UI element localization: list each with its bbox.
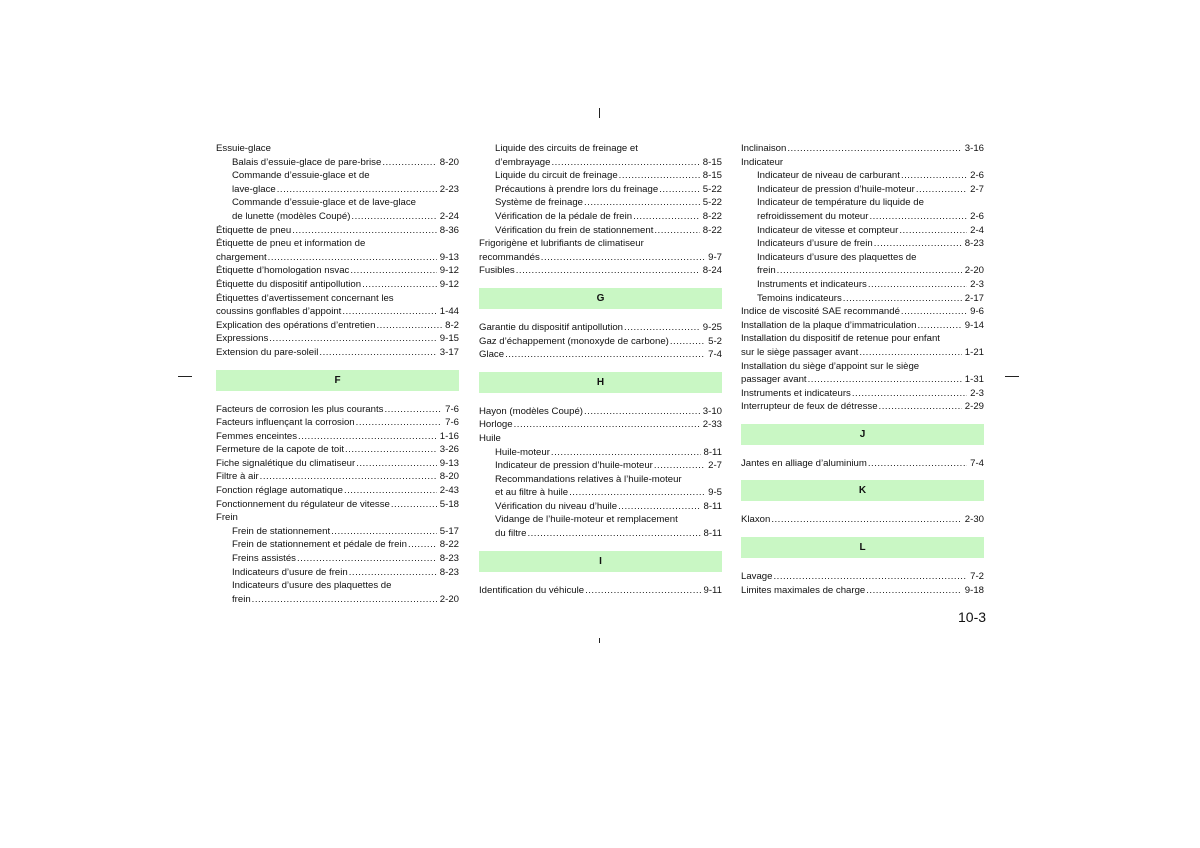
- index-entry: [479, 335, 722, 349]
- index-entry: [741, 360, 984, 387]
- entry-text: Temoins indicateurs: [757, 292, 842, 304]
- entry-text: Gaz d’échappement (monoxyde de carbone): [479, 335, 669, 347]
- entry-text: Système de freinage: [495, 197, 583, 209]
- index-subentry: [479, 513, 722, 540]
- index-entry: [216, 346, 459, 360]
- dot-leader: [771, 513, 961, 527]
- entry-text: Instruments et indicateurs: [757, 278, 867, 290]
- entry-text: Installation du siège d’appoint sur le siège: [741, 360, 920, 372]
- page-reference: 2-7: [708, 460, 722, 472]
- dot-leader: [551, 446, 701, 460]
- entry-text: Essuie-glace: [216, 143, 271, 154]
- index-subentry: [741, 183, 984, 197]
- page-reference: 2-4: [970, 224, 984, 236]
- dot-leader: [527, 527, 700, 541]
- index-entry: [741, 570, 984, 584]
- page-reference: 7-6: [445, 417, 459, 429]
- page-reference: 9-6: [970, 306, 984, 318]
- letter-section-header: K: [741, 480, 984, 501]
- index-entry: [741, 387, 984, 401]
- letter-section-header: G: [479, 288, 722, 309]
- entry-text: Explication des opérations d’entretien: [216, 319, 376, 331]
- dot-leader: [514, 418, 700, 432]
- page-reference: 5-17: [439, 525, 459, 537]
- index-entry: [741, 305, 984, 319]
- dot-leader: [382, 156, 436, 170]
- dot-leader: [901, 305, 967, 319]
- entry-text: Huile: [479, 432, 501, 444]
- dot-leader: [551, 156, 699, 170]
- page-reference: 2-30: [964, 514, 984, 526]
- dot-leader: [292, 224, 437, 238]
- page-reference: 2-7: [970, 183, 984, 195]
- entry-text: Fermeture de la capote de toit: [216, 444, 344, 456]
- index-subentry: [216, 538, 459, 552]
- crop-mark-top: [599, 108, 600, 118]
- index-subentry: [479, 500, 722, 514]
- dot-leader: [868, 278, 967, 292]
- dot-leader: [277, 183, 437, 197]
- dot-leader: [569, 486, 705, 500]
- entry-text: frein: [232, 593, 251, 605]
- entry-text: Liquide du circuit de freinage: [495, 170, 618, 182]
- entry-text: Lavage: [741, 571, 773, 583]
- dot-leader: [297, 552, 437, 566]
- dot-leader: [773, 570, 967, 584]
- page-reference: 8-11: [703, 528, 722, 540]
- index-subentry: [216, 566, 459, 580]
- dot-leader: [859, 346, 961, 360]
- entry-text: Indicateur de température du liquide de: [757, 197, 924, 209]
- dot-leader: [868, 457, 967, 471]
- index-column-3: [741, 142, 984, 597]
- entry-text: Fonctionnement du régulateur de vitesse: [216, 498, 390, 510]
- index-subentry: [479, 459, 722, 473]
- index-entry: [741, 400, 984, 414]
- page-reference: 9-15: [439, 333, 459, 345]
- entry-text: Précautions à prendre lors du freinage: [495, 183, 659, 195]
- dot-leader: [869, 210, 967, 224]
- page-reference: 3-26: [439, 444, 459, 456]
- index-entry: [216, 416, 459, 430]
- index-subentry: [479, 142, 722, 169]
- index-entry: [741, 513, 984, 527]
- entry-text: et au filtre à huile: [495, 487, 569, 499]
- entry-text: Hayon (modèles Coupé): [479, 405, 583, 417]
- page-reference: 1-21: [964, 346, 984, 358]
- index-entry: [216, 319, 459, 333]
- dot-leader: [344, 484, 437, 498]
- index-entry: [741, 319, 984, 333]
- dot-leader: [659, 183, 700, 197]
- letter-section-header: L: [741, 537, 984, 558]
- page-reference: 2-43: [439, 485, 459, 497]
- dot-leader: [268, 251, 437, 265]
- entry-text: Installation de la plaque d’immatriculation: [741, 319, 917, 331]
- dot-leader: [916, 183, 967, 197]
- page-reference: 1-31: [964, 374, 984, 386]
- index-entry: [479, 418, 722, 432]
- page-reference: 9-12: [439, 265, 459, 277]
- index-entry: [479, 584, 722, 598]
- entry-text: Étiquette de pneu et information de: [216, 238, 366, 250]
- entry-text: Jantes en alliage d’aluminium: [741, 457, 867, 469]
- page-reference: 8-11: [703, 446, 722, 458]
- page-reference: 5-18: [439, 498, 459, 510]
- page-reference: 1-44: [439, 306, 459, 318]
- page-reference: 5-22: [702, 183, 722, 195]
- dot-leader: [269, 332, 437, 346]
- entry-text: passager avant: [741, 374, 807, 386]
- index-subentry: [216, 196, 459, 223]
- entry-text: Fiche signalétique du climatiseur: [216, 457, 356, 469]
- entry-text: Indicateurs d’usure de frein: [232, 566, 348, 578]
- entry-text: Frein de stationnement: [232, 525, 331, 537]
- page-reference: 8-15: [702, 156, 722, 168]
- dot-leader: [516, 264, 700, 278]
- index-subentry: [741, 169, 984, 183]
- entry-text: Indicateurs d’usure des plaquettes de: [232, 580, 392, 592]
- entry-text: Extension du pare-soleil: [216, 346, 319, 358]
- entry-text: Liquide des circuits de freinage et: [495, 143, 638, 154]
- index-column-1: [216, 142, 459, 606]
- page-reference: 9-18: [964, 584, 984, 596]
- index-entry: [741, 332, 984, 359]
- entry-text: Vérification de la pédale de frein: [495, 210, 633, 222]
- dot-leader: [879, 400, 962, 414]
- dot-leader: [852, 387, 967, 401]
- entry-text: Étiquette de pneu: [216, 224, 292, 236]
- page-number: 10-3: [958, 609, 987, 625]
- index-entry: [741, 584, 984, 598]
- page-reference: 3-10: [702, 405, 722, 417]
- entry-text: Horloge: [479, 419, 513, 431]
- entry-text: Facteurs influençant la corrosion: [216, 417, 355, 429]
- index-subentry: [741, 237, 984, 251]
- page-reference: 2-17: [964, 292, 984, 304]
- entry-text: Femmes enceintes: [216, 430, 298, 442]
- index-entry: [216, 278, 459, 292]
- dot-leader: [505, 348, 705, 362]
- dot-leader: [843, 292, 962, 306]
- entry-text: Indicateur de pression d’huile-moteur: [495, 460, 653, 472]
- entry-text: chargement: [216, 251, 267, 263]
- index-subentry: [216, 169, 459, 196]
- dot-leader: [342, 305, 436, 319]
- index-entry: [216, 403, 459, 417]
- page-reference: 8-20: [439, 471, 459, 483]
- entry-text: Klaxon: [741, 514, 771, 526]
- entry-text: Inclinaison: [741, 143, 787, 154]
- index-subentry: [216, 552, 459, 566]
- entry-text: Frigorigène et lubrifiants de climatiseur: [479, 238, 644, 250]
- page-reference: 8-22: [702, 224, 722, 236]
- entry-text: lave-glace: [232, 183, 276, 195]
- page-reference: 2-23: [439, 183, 459, 195]
- page-reference: 2-24: [439, 210, 459, 222]
- dot-leader: [618, 500, 700, 514]
- dot-leader: [408, 538, 437, 552]
- index-entry: [216, 430, 459, 444]
- crop-mark-right: [1005, 376, 1019, 377]
- dot-leader: [350, 264, 436, 278]
- index-entry: [216, 292, 459, 319]
- page-reference: 9-13: [439, 457, 459, 469]
- entry-text: Indicateurs d’usure de frein: [757, 238, 873, 250]
- dot-leader: [298, 430, 437, 444]
- page-reference: 9-7: [708, 251, 722, 263]
- page-reference: 9-11: [703, 584, 722, 596]
- index-entry: [741, 457, 984, 471]
- entry-text: sur le siège passager avant: [741, 346, 859, 358]
- dot-leader: [899, 224, 967, 238]
- index-subentry: [741, 196, 984, 223]
- page-reference: 8-23: [439, 566, 459, 578]
- entry-text: Balais d’essuie-glace de pare-brise: [232, 156, 382, 168]
- index-subentry: [479, 446, 722, 460]
- page-reference: 2-29: [964, 401, 984, 413]
- dot-leader: [787, 142, 961, 156]
- entry-text: Interrupteur de feux de détresse: [741, 401, 878, 413]
- page-reference: 1-16: [439, 430, 459, 442]
- entry-text: de lunette (modèles Coupé): [232, 210, 351, 222]
- dot-leader: [260, 470, 437, 484]
- letter-section-header: I: [479, 551, 722, 572]
- dot-leader: [362, 278, 437, 292]
- index-entry: [216, 498, 459, 512]
- dot-leader: [391, 498, 437, 512]
- index-entry: [479, 348, 722, 362]
- index-entry: [479, 264, 722, 278]
- index-entry: [741, 156, 984, 170]
- index-subentry: [479, 183, 722, 197]
- dot-leader: [356, 457, 437, 471]
- entry-text: Indicateur de pression d’huile-moteur: [757, 183, 915, 195]
- dot-leader: [901, 169, 967, 183]
- entry-text: Étiquette du dispositif antipollution: [216, 278, 362, 290]
- dot-leader: [331, 525, 437, 539]
- page-reference: 8-20: [439, 156, 459, 168]
- dot-leader: [584, 196, 700, 210]
- dot-leader: [252, 593, 437, 607]
- index-subentry: [741, 292, 984, 306]
- dot-leader: [356, 416, 442, 430]
- index-subentry: [479, 224, 722, 238]
- page-reference: 2-20: [439, 593, 459, 605]
- page-reference: 8-2: [445, 319, 459, 331]
- dot-leader: [654, 224, 699, 238]
- page-reference: 3-16: [964, 143, 984, 154]
- entry-text: Vérification du niveau d’huile: [495, 500, 618, 512]
- index-entry: [216, 224, 459, 238]
- entry-text: Installation du dispositif de retenue pour enfant: [741, 333, 940, 345]
- index-entry: [216, 511, 459, 525]
- page-reference: 9-25: [702, 321, 722, 333]
- entry-text: Étiquette d’homologation nsvac: [216, 265, 350, 277]
- letter-section-header: F: [216, 370, 459, 391]
- entry-text: Instruments et indicateurs: [741, 387, 851, 399]
- entry-text: coussins gonflables d’appoint: [216, 306, 342, 318]
- entry-text: Commande d’essuie-glace et de: [232, 170, 370, 182]
- page-reference: 2-6: [970, 210, 984, 222]
- page-reference: 9-13: [439, 251, 459, 263]
- entry-text: Indicateur: [741, 156, 784, 168]
- index-entry: [216, 142, 459, 156]
- entry-text: Recommandations relatives à l’huile-moteur: [495, 473, 682, 485]
- page-reference: 7-2: [970, 571, 984, 583]
- index-subentry: [741, 224, 984, 238]
- index-entry: [741, 142, 984, 156]
- page-reference: 2-33: [702, 419, 722, 431]
- page-reference: 2-20: [964, 265, 984, 277]
- page-reference: 8-24: [702, 265, 722, 277]
- page-reference: 8-15: [702, 170, 722, 182]
- entry-text: Commande d’essuie-glace et de lave-glace: [232, 197, 416, 209]
- index-subentry: [216, 579, 459, 606]
- index-entry: [479, 321, 722, 335]
- dot-leader: [917, 319, 961, 333]
- index-subentry: [741, 251, 984, 278]
- dot-leader: [866, 584, 962, 598]
- index-entry: [479, 405, 722, 419]
- dot-leader: [874, 237, 962, 251]
- dot-leader: [349, 566, 437, 580]
- dot-leader: [624, 321, 700, 335]
- dot-leader: [345, 443, 437, 457]
- page-reference: 7-4: [970, 457, 984, 469]
- dot-leader: [777, 264, 962, 278]
- page-reference: 5-2: [708, 335, 722, 347]
- page-reference: 8-23: [964, 238, 984, 250]
- index-subentry: [479, 196, 722, 210]
- index-entry: [216, 457, 459, 471]
- index-entry: [216, 443, 459, 457]
- dot-leader: [654, 459, 705, 473]
- index-entry: [216, 264, 459, 278]
- index-subentry: [479, 473, 722, 500]
- dot-leader: [541, 251, 705, 265]
- page-reference: 7-4: [708, 349, 722, 361]
- entry-text: Indicateurs d’usure des plaquettes de: [757, 251, 917, 263]
- index-subentry: [479, 210, 722, 224]
- entry-text: Fonction réglage automatique: [216, 485, 343, 497]
- entry-text: Vidange de l’huile-moteur et remplacement: [495, 514, 678, 526]
- entry-text: Garantie du dispositif antipollution: [479, 321, 623, 333]
- dot-leader: [384, 403, 442, 417]
- page-reference: 8-23: [439, 553, 459, 565]
- index-subentry: [216, 525, 459, 539]
- entry-text: Vérification du frein de stationnement: [495, 224, 654, 236]
- index-entry: [216, 470, 459, 484]
- entry-text: recommandés: [479, 251, 540, 263]
- entry-text: Filtre à air: [216, 471, 259, 483]
- index-entry: [216, 237, 459, 264]
- entry-text: refroidissement du moteur: [757, 210, 869, 222]
- index-subentry: [216, 156, 459, 170]
- entry-text: Facteurs de corrosion les plus courants: [216, 403, 384, 415]
- entry-text: Limites maximales de charge: [741, 584, 866, 596]
- dot-leader: [808, 373, 962, 387]
- entry-text: Glace: [479, 349, 505, 361]
- entry-text: Étiquettes d’avertissement concernant les: [216, 292, 394, 304]
- page-reference: 3-17: [439, 346, 459, 358]
- page-reference: 9-14: [964, 319, 984, 331]
- entry-text: Frein de stationnement et pédale de frein: [232, 539, 407, 551]
- index-entry: [216, 484, 459, 498]
- page-reference: 7-6: [445, 403, 459, 415]
- dot-leader: [670, 335, 705, 349]
- entry-text: Identification du véhicule: [479, 584, 585, 596]
- page-reference: 8-36: [439, 224, 459, 236]
- entry-text: Fusibles: [479, 265, 515, 277]
- index-subentry: [741, 278, 984, 292]
- entry-text: Expressions: [216, 333, 269, 345]
- page-reference: 9-12: [439, 278, 459, 290]
- page-reference: 8-11: [703, 500, 722, 512]
- crop-mark-bottom: [599, 638, 600, 643]
- index-entry: [479, 432, 722, 446]
- index-column-2: [479, 142, 722, 597]
- entry-text: frein: [757, 265, 776, 277]
- page-reference: 5-22: [702, 197, 722, 209]
- dot-leader: [351, 210, 436, 224]
- index-entry: [216, 332, 459, 346]
- page-reference: 8-22: [439, 539, 459, 551]
- entry-text: Huile-moteur: [495, 446, 550, 458]
- index-entry: [479, 237, 722, 264]
- page-reference: 2-6: [970, 170, 984, 182]
- page-reference: 8-22: [702, 210, 722, 222]
- page-reference: 9-5: [708, 487, 722, 499]
- entry-text: Indice de viscosité SAE recommandé: [741, 306, 900, 318]
- letter-section-header: H: [479, 372, 722, 393]
- entry-text: d’embrayage: [495, 156, 551, 168]
- dot-leader: [319, 346, 436, 360]
- entry-text: Indicateur de niveau de carburant: [757, 170, 900, 182]
- dot-leader: [619, 169, 700, 183]
- dot-leader: [585, 584, 700, 598]
- dot-leader: [584, 405, 700, 419]
- dot-leader: [633, 210, 700, 224]
- dot-leader: [376, 319, 442, 333]
- entry-text: du filtre: [495, 528, 527, 540]
- page-reference: 2-3: [970, 278, 984, 290]
- entry-text: Frein: [216, 512, 238, 524]
- letter-section-header: J: [741, 424, 984, 445]
- page-reference: 2-3: [970, 387, 984, 399]
- entry-text: Freins assistés: [232, 553, 296, 565]
- crop-mark-left: [178, 376, 192, 377]
- index-subentry: [479, 169, 722, 183]
- entry-text: Indicateur de vitesse et compteur: [757, 224, 899, 236]
